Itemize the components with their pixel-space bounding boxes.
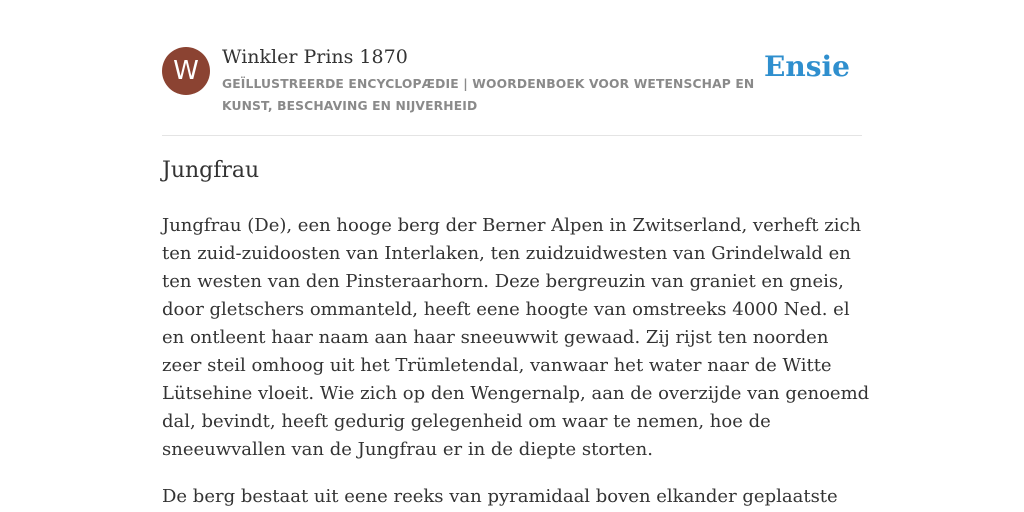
source-header <box>162 46 862 116</box>
entry-paragraph: Jungfrau (De), een hooge berg der Berner Alpen in Zwitserland, verheft zich ten zuid-zuidoosten van Interlaken, ten zuidzuidwesten van Grindelwald en ten westen van den Pinsteraarhorn. Deze bergreuzin van graniet en gneis, door gletschers ommanteld, heeft eene hoogte van omstreeks 4000 Ned. el en ontleent haar naam aan haar sneeuwwit gewaad. Zij rijst ten noorden zeer steil omhoog uit het Trümletendal, vanwaar het water naar de Witte Lütsehine vloeit. Wie zich op den Wengernalp, aan de overzijde van genoemd dal, bevindt, heeft gedurig gelegenheid om waar te nemen, hoe de sneeuwvallen van de Jungfrau er in de diepte storten. <box>162 215 870 460</box>
source-subtitle: GEÏLLUSTREERDE ENCYCLOPÆDIE | WOORDENBOEK VOOR WETENSCHAP EN KUNST, BESCHAVING EN NIJVERHEID <box>222 77 755 113</box>
source-avatar[interactable]: W <box>162 47 210 95</box>
header-divider <box>162 135 862 136</box>
source-title-link[interactable]: Winkler Prins 1870 <box>222 46 408 68</box>
entry-title: Jungfrau <box>162 158 260 183</box>
ensie-logo[interactable]: Ensie <box>764 50 850 83</box>
entry-paragraph: De berg bestaat uit eene reeks van pyramidaal boven elkander geplaatste <box>162 486 838 507</box>
